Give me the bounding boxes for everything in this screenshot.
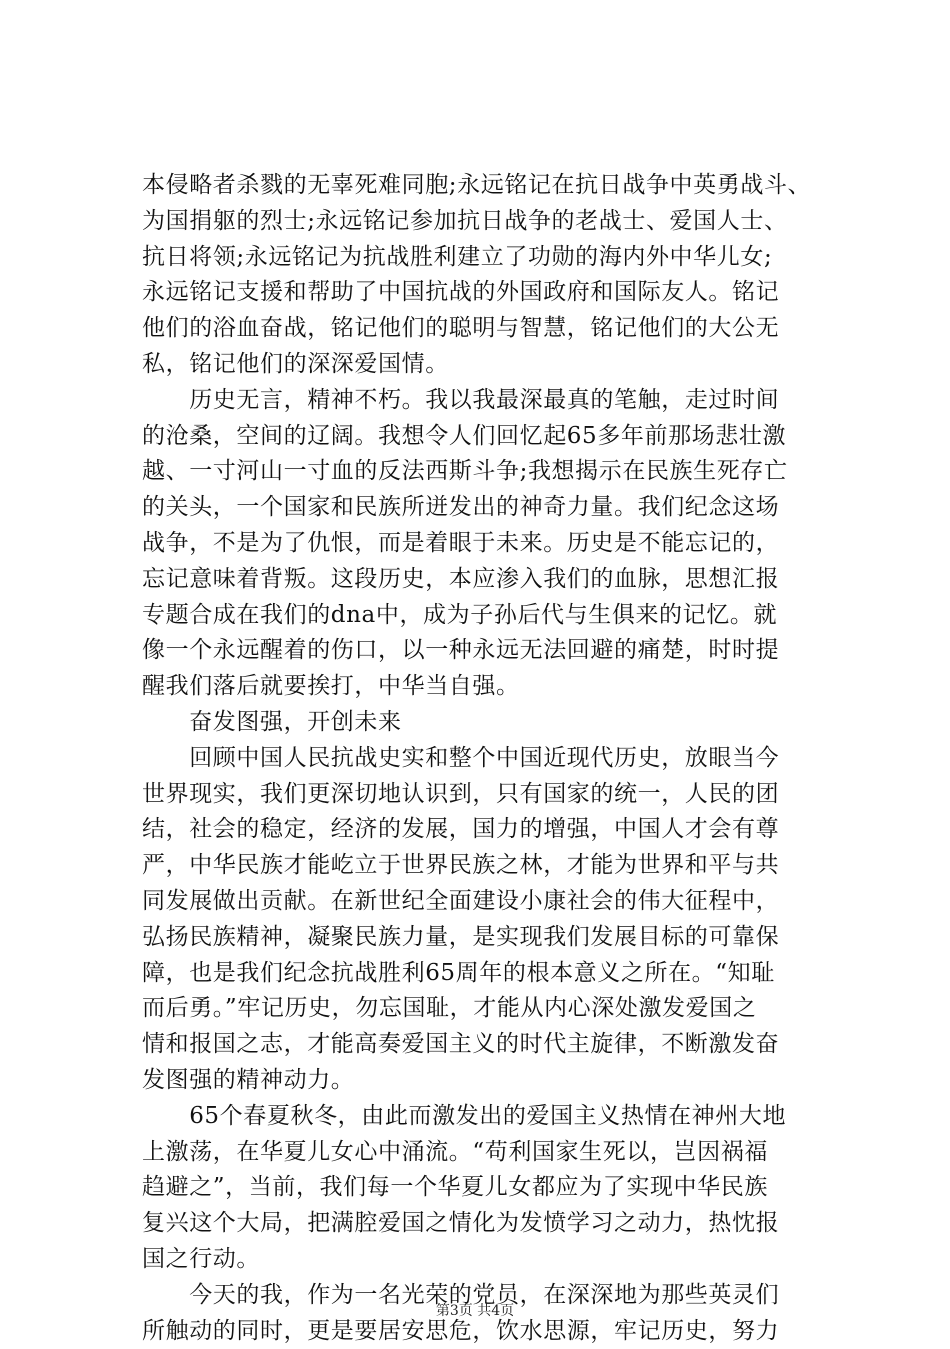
text-line: 复兴这个大局，把满腔爱国之情化为发愤学习之动力，热忱报 [142, 1206, 842, 1242]
text-line: 所触动的同时，更是要居安思危，饮水思源，牢记历史，努力 [142, 1314, 842, 1349]
text-line: 为国捐躯的烈士;永远铭记参加抗日战争的老战士、爱国人士、 [142, 204, 842, 240]
text-line: 抗日将领;永远铭记为抗战胜利建立了功勋的海内外中华儿女; [142, 240, 842, 276]
text-line: 今天的我，作为一名光荣的党员，在深深地为那些英灵们 [142, 1278, 842, 1314]
section-heading: 奋发图强，开创未来 [142, 705, 842, 741]
text-line: 的沧桑，空间的辽阔。我想令人们回忆起65多年前那场悲壮激 [142, 419, 842, 455]
text-line: 严，中华民族才能屹立于世界民族之林，才能为世界和平与共 [142, 848, 842, 884]
body-text [142, 168, 842, 1349]
text-line: 像一个永远醒着的伤口，以一种永远无法回避的痛楚，时时提 [142, 633, 842, 669]
text-line: 世界现实，我们更深切地认识到，只有国家的统一，人民的团 [142, 777, 842, 813]
text-line: 永远铭记支援和帮助了中国抗战的外国政府和国际友人。铭记 [142, 275, 842, 311]
page-number-footer: 第3页 共4页 [0, 1300, 950, 1320]
text-line: 而后勇。”牢记历史，勿忘国耻，才能从内心深处激发爱国之 [142, 991, 842, 1027]
text-line: 同发展做出贡献。在新世纪全面建设小康社会的伟大征程中， [142, 884, 842, 920]
text-line: 弘扬民族精神，凝聚民族力量，是实现我们发展目标的可靠保 [142, 920, 842, 956]
text-line: 回顾中国人民抗战史实和整个中国近现代历史，放眼当今 [142, 741, 842, 777]
text-line: 的关头，一个国家和民族所迸发出的神奇力量。我们纪念这场 [142, 490, 842, 526]
text-line: 情和报国之志，才能高奏爱国主义的时代主旋律，不断激发奋 [142, 1027, 842, 1063]
text-line: 结，社会的稳定，经济的发展，国力的增强，中国人才会有尊 [142, 812, 842, 848]
text-line: 障，也是我们纪念抗战胜利65周年的根本意义之所在。“知耻 [142, 956, 842, 992]
text-line: 上激荡，在华夏儿女心中涌流。“苟利国家生死以，岂因祸福 [142, 1135, 842, 1171]
text-line: 忘记意味着背叛。这段历史，本应渗入我们的血脉，思想汇报 [142, 562, 842, 598]
text-line: 历史无言，精神不朽。我以我最深最真的笔触，走过时间 [142, 383, 842, 419]
text-line: 醒我们落后就要挨打，中华当自强。 [142, 669, 842, 705]
text-line: 越、一寸河山一寸血的反法西斯斗争;我想揭示在民族生死存亡 [142, 454, 842, 490]
text-line: 本侵略者杀戮的无辜死难同胞;永远铭记在抗日战争中英勇战斗、 [142, 168, 842, 204]
text-line: 私，铭记他们的深深爱国情。 [142, 347, 842, 383]
text-line: 专题合成在我们的dna中，成为子孙后代与生俱来的记忆。就 [142, 598, 842, 634]
text-line: 趋避之”，当前，我们每一个华夏儿女都应为了实现中华民族 [142, 1170, 842, 1206]
text-line: 发图强的精神动力。 [142, 1063, 842, 1099]
text-line: 他们的浴血奋战，铭记他们的聪明与智慧，铭记他们的大公无 [142, 311, 842, 347]
text-line: 国之行动。 [142, 1242, 842, 1278]
text-line: 65个春夏秋冬，由此而激发出的爱国主义热情在神州大地 [142, 1099, 842, 1135]
text-line: 战争，不是为了仇恨，而是着眼于未来。历史是不能忘记的， [142, 526, 842, 562]
